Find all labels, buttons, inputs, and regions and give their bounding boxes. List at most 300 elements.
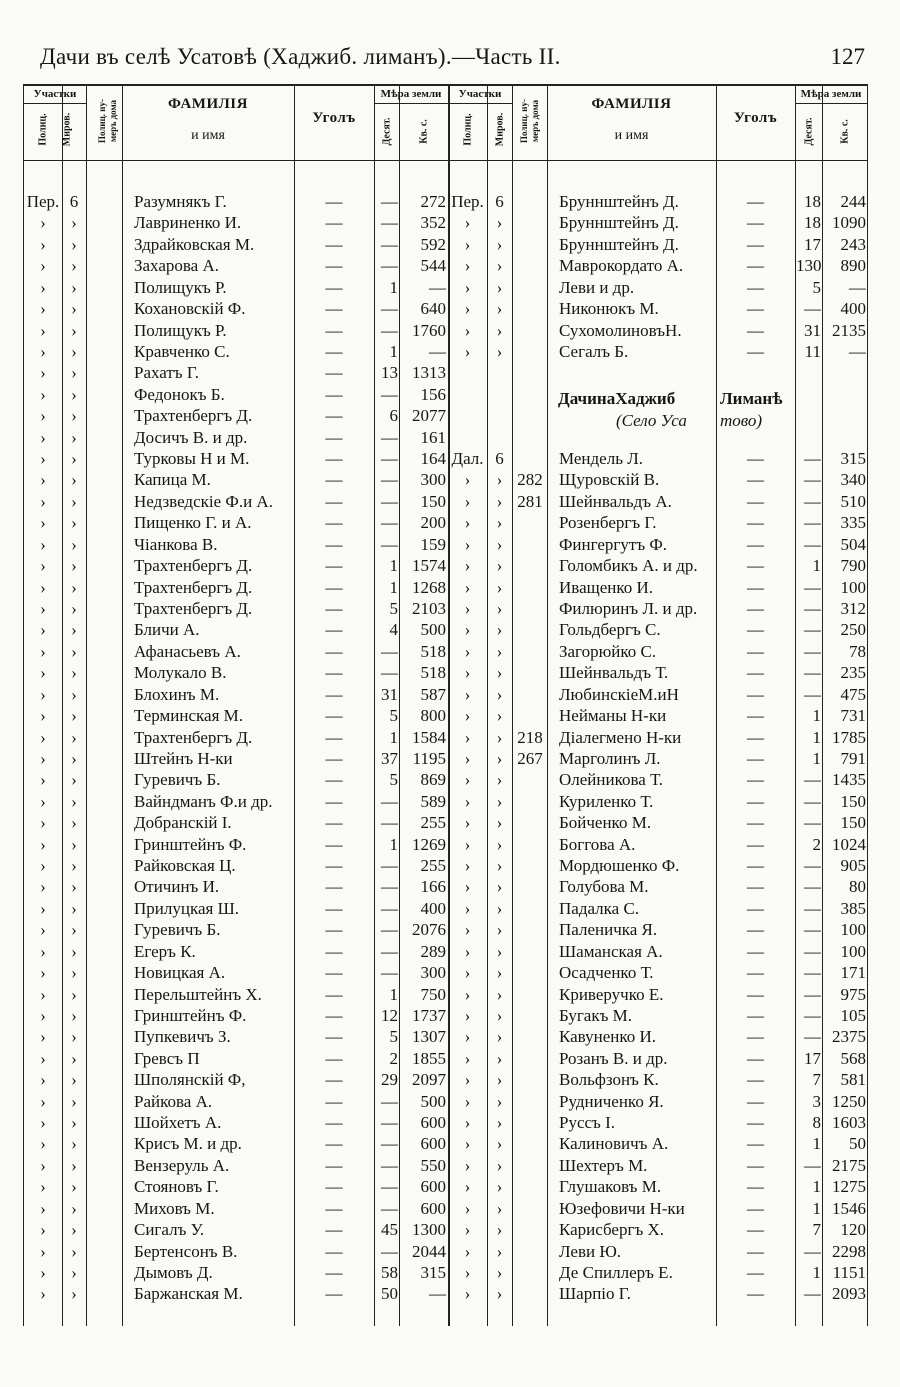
header-ugol: Уголъ <box>312 110 356 126</box>
header-rule <box>795 103 867 104</box>
cell-name: Кравченко С. <box>134 341 230 361</box>
cell-nomer <box>513 941 547 962</box>
cell-name: Сигалъ У. <box>134 1220 205 1240</box>
cell-kv: 2077 <box>412 406 446 426</box>
cell-ugol: — <box>325 192 343 211</box>
cell-nomer <box>513 448 547 469</box>
header-rule <box>374 103 448 104</box>
cell-kv: 150 <box>840 791 866 811</box>
cell-desyat: 2 <box>389 1048 398 1068</box>
cell-desyat: — <box>804 620 821 640</box>
cell-kv: 640 <box>420 299 446 319</box>
cell-kv: 315 <box>840 449 866 469</box>
cell-polic <box>449 427 486 448</box>
cell-name: Райкова А. <box>134 1091 213 1111</box>
header-rule <box>24 103 86 104</box>
table-row <box>24 1241 867 1262</box>
cell-mirov: › <box>496 684 503 704</box>
cell-mirov: › <box>496 470 503 490</box>
cell-ugol: — <box>325 1005 343 1025</box>
cell-kv <box>823 405 866 426</box>
table-row <box>24 962 867 983</box>
cell-kv: 100 <box>840 920 866 940</box>
cell-ugol: — <box>747 813 764 833</box>
cell-kv: 156 <box>420 384 446 404</box>
table-row <box>24 898 867 919</box>
cell-desyat: — <box>381 320 398 340</box>
table-row <box>24 362 867 383</box>
cell-desyat: 31 <box>381 684 398 704</box>
cell-nomer: 267 <box>517 748 543 768</box>
cell-mirov: › <box>71 320 77 340</box>
cell-mirov: › <box>71 941 77 961</box>
cell-nomer <box>513 341 547 362</box>
cell-polic: › <box>40 620 46 640</box>
cell-mirov: › <box>71 577 77 597</box>
cell-nomer <box>513 384 547 405</box>
cell-ugol: — <box>325 963 343 983</box>
table-row <box>24 1283 867 1304</box>
table-row <box>24 791 867 812</box>
cell-polic: › <box>40 834 46 854</box>
cell-name: Добранскій I. <box>134 813 232 833</box>
table-row <box>24 919 867 940</box>
cell-ugol: — <box>747 920 764 940</box>
table-row <box>24 1112 867 1133</box>
cell-polic: › <box>464 234 471 254</box>
cell-kv: 272 <box>420 192 446 211</box>
cell-name: Пищенко Г. и А. <box>134 513 252 533</box>
cell-name: Вайндманъ Ф.и др. <box>134 791 273 811</box>
cell-name: Фингергутъ Ф. <box>559 534 668 554</box>
cell-desyat: — <box>804 449 821 469</box>
cell-ugol: — <box>747 706 764 726</box>
cell-ugol: — <box>747 1091 764 1111</box>
cell-desyat: 1 <box>389 341 398 361</box>
cell-kv: 1269 <box>412 834 446 854</box>
cell-mirov: › <box>496 856 503 876</box>
cell-polic: › <box>464 598 471 618</box>
table-row <box>24 255 867 276</box>
cell-polic: › <box>40 363 46 383</box>
cell-polic: › <box>464 213 471 233</box>
cell-desyat: 6 <box>389 406 398 426</box>
cell-kv: 1855 <box>412 1048 446 1068</box>
cell-kv: 600 <box>420 1177 446 1197</box>
cell-kv: 171 <box>840 963 866 983</box>
cell-name: Гольдбергъ С. <box>559 620 661 640</box>
cell-desyat: — <box>381 470 398 490</box>
cell-desyat: — <box>804 1284 821 1304</box>
cell-name: Филюринъ Л. и др. <box>559 598 698 618</box>
cell-polic: Пер. <box>451 192 484 211</box>
cell-nomer <box>513 812 547 833</box>
cell-ugol: — <box>325 1284 343 1304</box>
cell-polic: › <box>464 920 471 940</box>
cell-polic: › <box>40 299 46 319</box>
cell-desyat: 1 <box>812 706 821 726</box>
cell-ugol: — <box>325 256 343 276</box>
cell-mirov: › <box>71 813 77 833</box>
table-row <box>24 1219 867 1240</box>
cell-mirov: › <box>496 748 503 768</box>
cell-polic: › <box>464 706 471 726</box>
cell-desyat: — <box>381 813 398 833</box>
cell-nomer <box>513 1091 547 1112</box>
table-row <box>24 684 867 705</box>
table-row <box>24 1048 867 1069</box>
cell-polic: › <box>464 513 471 533</box>
table-row <box>24 941 867 962</box>
cell-kv: 400 <box>420 898 446 918</box>
cell-nomer <box>513 898 547 919</box>
cell-polic: › <box>40 256 46 276</box>
cell-name: Егеръ К. <box>134 941 196 961</box>
cell-desyat: — <box>804 898 821 918</box>
cell-ugol: — <box>747 470 764 490</box>
cell-polic: › <box>40 1220 46 1240</box>
cell-ugol: — <box>747 598 764 618</box>
cell-kv: 1785 <box>832 727 866 747</box>
cell-kv: 166 <box>420 877 446 897</box>
cell-ugol: — <box>747 534 764 554</box>
cell-mirov <box>488 362 511 383</box>
cell-polic: › <box>464 856 471 876</box>
cell-desyat: 29 <box>381 1070 398 1090</box>
cell-kv: 400 <box>840 299 866 319</box>
cell-kv: 255 <box>420 813 446 833</box>
table-row <box>24 512 867 533</box>
cell-mirov: › <box>71 470 77 490</box>
cell-polic: › <box>464 898 471 918</box>
cell-ugol: — <box>747 256 764 276</box>
cell-kv: 250 <box>840 620 866 640</box>
cell-name: Трахтенбергъ Д. <box>134 577 253 597</box>
cell-polic: › <box>464 1284 471 1304</box>
cell-desyat: 1 <box>812 1177 821 1197</box>
cell-mirov: › <box>496 1241 503 1261</box>
cell-kv: 1546 <box>832 1198 866 1218</box>
cell-kv: 2076 <box>412 920 446 940</box>
header-nomer: Полиц. ну- меръ дома <box>97 99 118 143</box>
cell-ugol: — <box>747 748 764 768</box>
cell-ugol: — <box>325 813 343 833</box>
cell-mirov: › <box>496 556 503 576</box>
cell-kv: 50 <box>849 1134 866 1154</box>
cell-ugol: — <box>747 1027 764 1047</box>
cell-desyat: 1 <box>812 1198 821 1218</box>
table-row <box>24 534 867 555</box>
cell-name: Шполянскій Ф, <box>134 1070 246 1090</box>
cell-polic: › <box>464 770 471 790</box>
cell-ugol: — <box>325 920 343 940</box>
cell-kv: 790 <box>840 556 866 576</box>
cell-nomer <box>513 684 547 705</box>
cell-kv: 1268 <box>412 577 446 597</box>
cell-nomer <box>513 234 547 255</box>
cell-desyat: — <box>804 770 821 790</box>
cell-mirov: › <box>496 620 503 640</box>
cell-ugol: — <box>325 1113 343 1133</box>
cell-desyat <box>796 405 821 426</box>
cell-desyat: 1 <box>812 727 821 747</box>
cell-mirov <box>488 405 511 426</box>
cell-name: Щуровскій В. <box>559 470 660 490</box>
cell-ugol: — <box>747 1220 764 1240</box>
cell-desyat: 5 <box>812 277 821 297</box>
cell-name: Захарова А. <box>134 256 220 276</box>
cell-name: Маврокордато А. <box>559 256 684 276</box>
cell-mirov: › <box>496 277 503 297</box>
cell-name: Бертенсонъ В. <box>134 1241 238 1261</box>
cell-desyat: — <box>381 641 398 661</box>
cell-ugol: — <box>747 1241 764 1261</box>
header-familiya: ФАМИЛІЯ <box>591 96 672 112</box>
cell-ugol: — <box>747 663 764 683</box>
cell-kv: 2103 <box>412 598 446 618</box>
cell-polic: › <box>464 620 471 640</box>
cell-ugol: — <box>325 1198 343 1218</box>
cell-ugol: — <box>747 856 764 876</box>
cell-name: Шарпіо Г. <box>559 1284 631 1304</box>
cell-ugol: — <box>325 1155 343 1175</box>
cell-name: Бойченко М. <box>559 813 652 833</box>
cell-mirov: › <box>496 1005 503 1025</box>
cell-desyat: — <box>804 813 821 833</box>
cell-ugol: — <box>325 1220 343 1240</box>
cell-kv: 544 <box>420 256 446 276</box>
cell-mirov: › <box>71 727 77 747</box>
cell-name: Загорюйко С. <box>559 641 657 661</box>
cell-name: Штейнъ Н-ки <box>134 748 233 768</box>
cell-polic: › <box>464 1027 471 1047</box>
cell-kv: 750 <box>420 984 446 1004</box>
cell-nomer <box>513 191 547 212</box>
cell-ugol: — <box>325 1134 343 1154</box>
page-title: Дачи въ селѣ Усатовѣ (Хаджиб. лиманъ).—Часть II. <box>40 44 561 69</box>
cell-nomer <box>513 791 547 812</box>
cell-name: Отичинъ И. <box>134 877 220 897</box>
cell-nomer <box>513 641 547 662</box>
cell-kv: 244 <box>840 192 866 211</box>
cell-kv: 300 <box>420 470 446 490</box>
cell-ugol: — <box>325 577 343 597</box>
cell-polic: › <box>464 941 471 961</box>
cell-name: Бличи А. <box>134 620 200 640</box>
cell-name: Мендель Л. <box>559 449 643 469</box>
cell-polic: › <box>464 727 471 747</box>
cell-polic: › <box>40 341 46 361</box>
cell-mirov: › <box>496 1134 503 1154</box>
cell-desyat <box>796 427 821 448</box>
table-row <box>24 727 867 748</box>
cell-polic: › <box>40 813 46 833</box>
cell-nomer <box>513 834 547 855</box>
cell-nomer <box>513 1069 547 1090</box>
cell-kv: 164 <box>420 449 446 469</box>
cell-mirov: › <box>71 791 77 811</box>
cell-kv: 1760 <box>412 320 446 340</box>
cell-ugol: — <box>325 277 343 297</box>
cell-mirov: › <box>496 984 503 1004</box>
cell-mirov: › <box>496 706 503 726</box>
header-i-imya: и имя <box>191 128 225 143</box>
cell-mirov: › <box>71 877 77 897</box>
cell-name: Гуревичъ Б. <box>134 920 221 940</box>
cell-desyat: — <box>804 1027 821 1047</box>
cell-mirov: › <box>71 641 77 661</box>
table-row <box>24 298 867 319</box>
cell-polic: › <box>464 1155 471 1175</box>
cell-desyat: — <box>381 963 398 983</box>
cell-kv: 587 <box>420 684 446 704</box>
cell-desyat: 1 <box>389 727 398 747</box>
header-mirov: Миров. <box>494 112 506 147</box>
cell-desyat: — <box>804 598 821 618</box>
cell-ugol: — <box>325 1048 343 1068</box>
cell-desyat: — <box>381 1113 398 1133</box>
cell-ugol: — <box>747 941 764 961</box>
cell-kv: 1195 <box>412 748 446 768</box>
cell-ugol: — <box>747 877 764 897</box>
cell-polic: › <box>40 1091 46 1111</box>
cell-kv: 78 <box>849 641 866 661</box>
cell-name: Терминская М. <box>134 706 244 726</box>
cell-kv: 80 <box>849 877 866 897</box>
cell-ugol: — <box>747 684 764 704</box>
header-i-imya: и имя <box>614 128 649 143</box>
header-desyat: Десят. <box>803 117 815 146</box>
cell-mirov: › <box>496 963 503 983</box>
cell-polic: Пер. <box>26 192 60 211</box>
cell-desyat: — <box>804 684 821 704</box>
cell-kv: 475 <box>840 684 866 704</box>
cell-mirov: › <box>71 706 77 726</box>
cell-mirov: › <box>71 1134 77 1154</box>
cell-kv <box>823 362 866 383</box>
cell-nomer <box>513 1155 547 1176</box>
cell-kv: 352 <box>420 213 446 233</box>
header-polic: Полиц. <box>37 113 49 146</box>
table-row <box>24 491 867 512</box>
cell-nomer <box>513 598 547 619</box>
cell-mirov: › <box>496 1113 503 1133</box>
cell-name: Стояновъ Г. <box>134 1177 219 1197</box>
table-row <box>24 855 867 876</box>
cell-polic: › <box>40 1241 46 1261</box>
cell-polic: › <box>40 920 46 940</box>
cell-desyat: — <box>381 941 398 961</box>
special-line2-b: тово) <box>720 411 763 430</box>
cell-ugol <box>717 362 794 383</box>
cell-polic: › <box>464 277 471 297</box>
cell-name: Шейнвальдъ Т. <box>559 663 669 683</box>
cell-name: Лавриненко И. <box>134 213 242 233</box>
cell-kv: 2375 <box>832 1027 866 1047</box>
cell-mirov: › <box>496 834 503 854</box>
cell-polic: › <box>40 641 46 661</box>
cell-kv: 1300 <box>412 1220 446 1240</box>
cell-desyat <box>796 384 821 405</box>
cell-name: Райковская Ц. <box>134 856 236 876</box>
cell-ugol: — <box>325 363 343 383</box>
cell-name: Де Спиллеръ Е. <box>559 1263 673 1282</box>
cell-polic: › <box>464 256 471 276</box>
cell-nomer <box>513 769 547 790</box>
header-mera: Мѣра земли <box>380 88 442 100</box>
cell-ugol: — <box>325 449 343 469</box>
cell-mirov: › <box>496 641 503 661</box>
cell-kv: 890 <box>840 256 866 276</box>
cell-name: Полищукъ Р. <box>134 320 227 340</box>
cell-kv: 1250 <box>832 1091 866 1111</box>
table-row <box>24 1026 867 1047</box>
cell-desyat: — <box>804 791 821 811</box>
cell-kv: 300 <box>420 963 446 983</box>
cell-polic: › <box>40 491 46 511</box>
cell-ugol: — <box>325 770 343 790</box>
cell-mirov: › <box>71 663 77 683</box>
cell-desyat: 17 <box>804 234 821 254</box>
cell-polic: › <box>464 791 471 811</box>
table-row <box>24 1262 867 1283</box>
cell-polic: › <box>464 1091 471 1111</box>
cell-kv: 518 <box>420 663 446 683</box>
cell-name: Карисбергъ Х. <box>559 1220 665 1240</box>
cell-desyat: 1 <box>812 1134 821 1154</box>
cell-polic: › <box>40 1070 46 1090</box>
cell-mirov: › <box>71 513 77 533</box>
cell-polic: › <box>464 1220 471 1240</box>
cell-mirov: › <box>71 1027 77 1047</box>
table-row <box>24 769 867 790</box>
table-row <box>24 876 867 897</box>
table-row <box>24 748 867 769</box>
cell-kv: 975 <box>840 984 866 1004</box>
cell-kv: 100 <box>840 577 866 597</box>
cell-polic: › <box>40 856 46 876</box>
cell-kv: 581 <box>840 1070 866 1090</box>
cell-nomer <box>513 255 547 276</box>
cell-ugol: — <box>325 706 343 726</box>
cell-mirov: › <box>71 256 77 276</box>
cell-polic: › <box>40 1177 46 1197</box>
cell-kv: 1603 <box>832 1113 866 1133</box>
cell-kv: — <box>849 277 866 297</box>
cell-mirov: › <box>71 1198 77 1218</box>
cell-name: Недзведскіе Ф.и А. <box>134 491 273 511</box>
cell-name: СухомолиновъН. <box>559 320 682 340</box>
cell-kv: 2097 <box>412 1070 446 1090</box>
cell-polic: › <box>40 1198 46 1218</box>
cell-mirov: › <box>71 449 77 469</box>
cell-mirov: › <box>496 1155 503 1175</box>
cell-desyat: — <box>381 192 398 211</box>
cell-kv: 1151 <box>832 1263 866 1282</box>
cell-desyat: — <box>804 1241 821 1261</box>
cell-kv: 1275 <box>832 1177 866 1197</box>
cell-name: Никонюкъ М. <box>559 299 659 319</box>
cell-desyat <box>796 362 821 383</box>
page-number: 127 <box>830 44 865 69</box>
cell-kv: 1584 <box>412 727 446 747</box>
cell-polic: › <box>40 384 46 404</box>
cell-mirov: › <box>496 877 503 897</box>
cell-desyat: 1 <box>812 748 821 768</box>
header-nomer: Полиц. ну- меръ дома <box>519 99 540 143</box>
cell-name: Шейнвальдъ А. <box>559 491 672 511</box>
cell-kv: 1307 <box>412 1027 446 1047</box>
